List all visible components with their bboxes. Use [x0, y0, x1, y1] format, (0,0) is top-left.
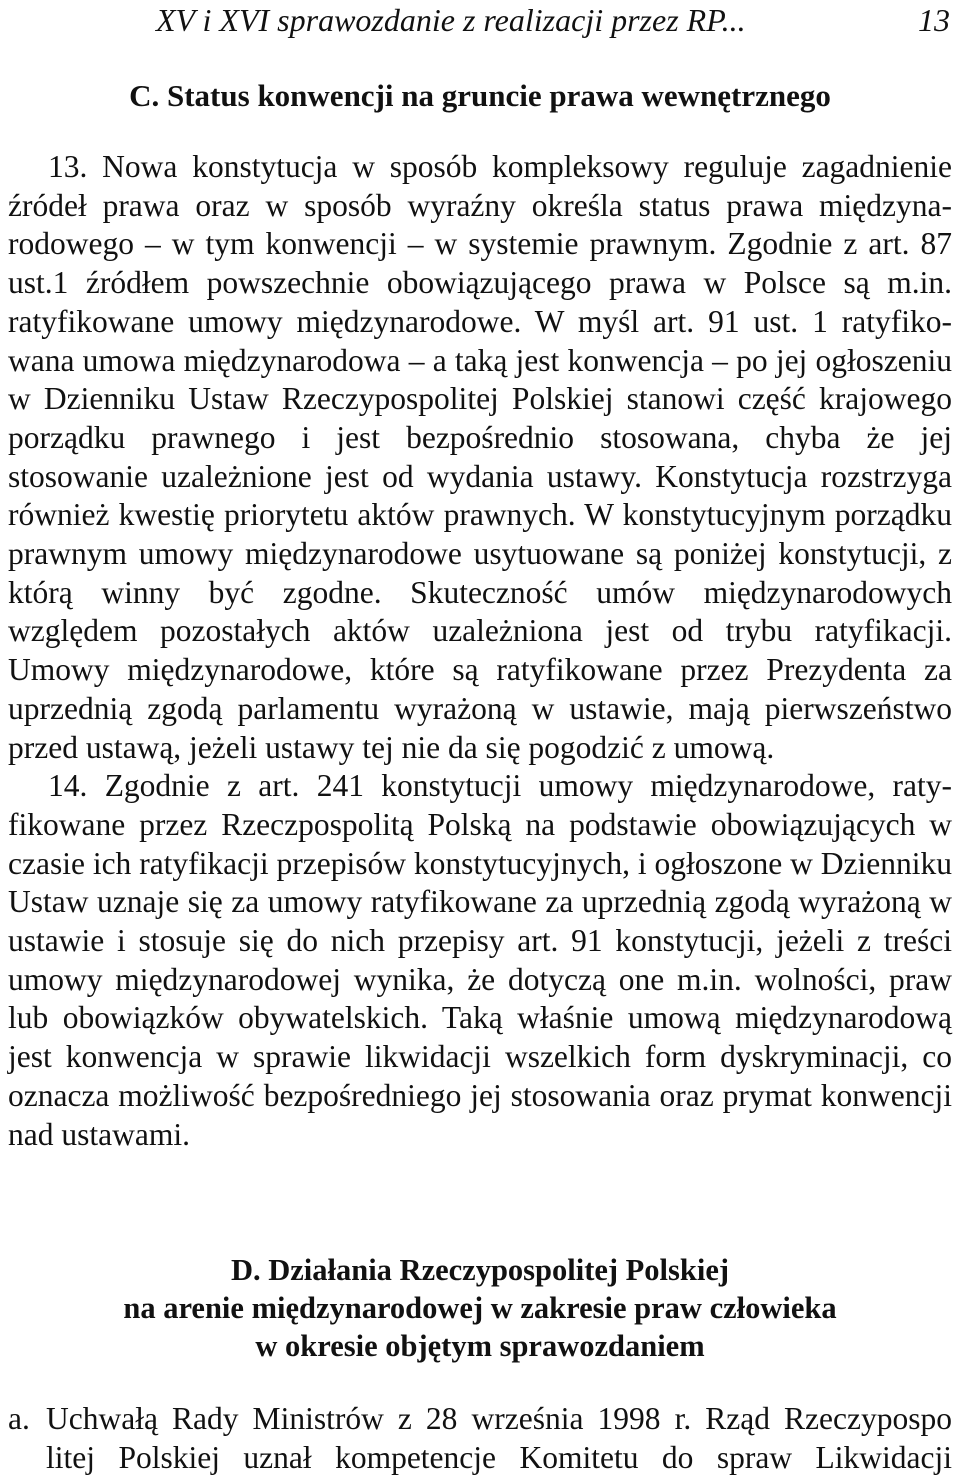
paragraph-14: 14. Zgodnie z art. 241 konstytucji umowy międzynarodowe, ratyfikowane przez Rzeczpospolitą Polską na podstawie obowiązujących w czasie ich ratyfikacji przepisów konstytucyjnych, i ogłoszone w Dzienniku Ustaw uznaje się za umowy ratyfikowane za uprzednią zgodą wyrażoną w ustawie i stosuje się do nich przepisy art. 91 konstytucji, jeżeli z treści umowy międzynarodowej wynika, że dotyczą one m.in. wolności, praw lub obowiązków obywatelskich. Taką właśnie umową międzynarodową jest konwencja w sprawie likwidacji wszelkich form dyskryminacji, co oznacza możliwość bezpośredniego jej stosowania oraz prymat konwencji nad ustawami. [8, 768, 952, 1152]
paragraph-13: 13. Nowa konstytucja w sposób kompleksowy reguluje zagadnienie źródeł prawa oraz w sposób wyraźny określa status prawa międzynarodowego – w tym konwencji – w systemie prawnym. Zgodnie z art. 87 ust.1 źródłem powszechnie obowiązującego prawa w Polsce są m.in. ratyfikowane umowy międzynarodowe. W myśl art. 91 ust. 1 ratyfikowana umowa międzynarodowa – a taką jest konwencja – po jej ogłoszeniu w Dzienniku Ustaw Rzeczypospolitej Polskiej stanowi część krajowego porządku prawnego i jest bezpośrednio stosowana, chyba że jej stosowanie uzależnione jest od wydania ustawy. Konstytucja rozstrzyga również kwestię priorytetu aktów prawnych. W konstytucyjnym porządku prawnym umowy międzynarodowe usytuowane są poniżej konstytucji, z którą winny być zgodne. Skuteczność umów międzynarodowych względem pozostałych aktów uzależniona jest od trybu ratyfikacji. Umowy międzynarodowe, które są ratyfikowane przez Prezydenta za uprzednią zgodą parlamentu wyrażoną w ustawie, mają pierwszeństwo przed ustawą, jeżeli ustawy tej nie da się pogodzić z umową. [8, 149, 952, 765]
section-d-heading [0, 1251, 960, 1365]
list-item-a-text-2: litej Polskiej uznał kompetencje Komitetu do spraw Likwidacji [46, 1439, 952, 1475]
page-number: 13 [918, 2, 950, 38]
running-head-title: XV i XVI sprawozdanie z realizacji przez RP... [156, 2, 746, 38]
list-item-a [8, 1400, 952, 1477]
list-item-a-first-line [8, 1400, 952, 1439]
section-d-heading-line-2: na arenie międzynarodowej w zakresie praw człowieka [123, 1291, 837, 1325]
list-item-a-text-1: Uchwałą Rady Ministrów z 28 września 1998 r. Rząd Rzeczypospo [46, 1401, 952, 1436]
section-c-heading: C. Status konwencji na gruncie prawa wewnętrznego [129, 78, 831, 113]
section-d-heading-line-1: D. Działania Rzeczypospolitej Polskiej [230, 1253, 730, 1287]
list-item-label: a. [8, 1401, 30, 1436]
body-text [8, 148, 952, 1154]
section-d-heading-line-3: w okresie objętym sprawozdaniem [255, 1329, 705, 1363]
running-head [8, 0, 952, 40]
